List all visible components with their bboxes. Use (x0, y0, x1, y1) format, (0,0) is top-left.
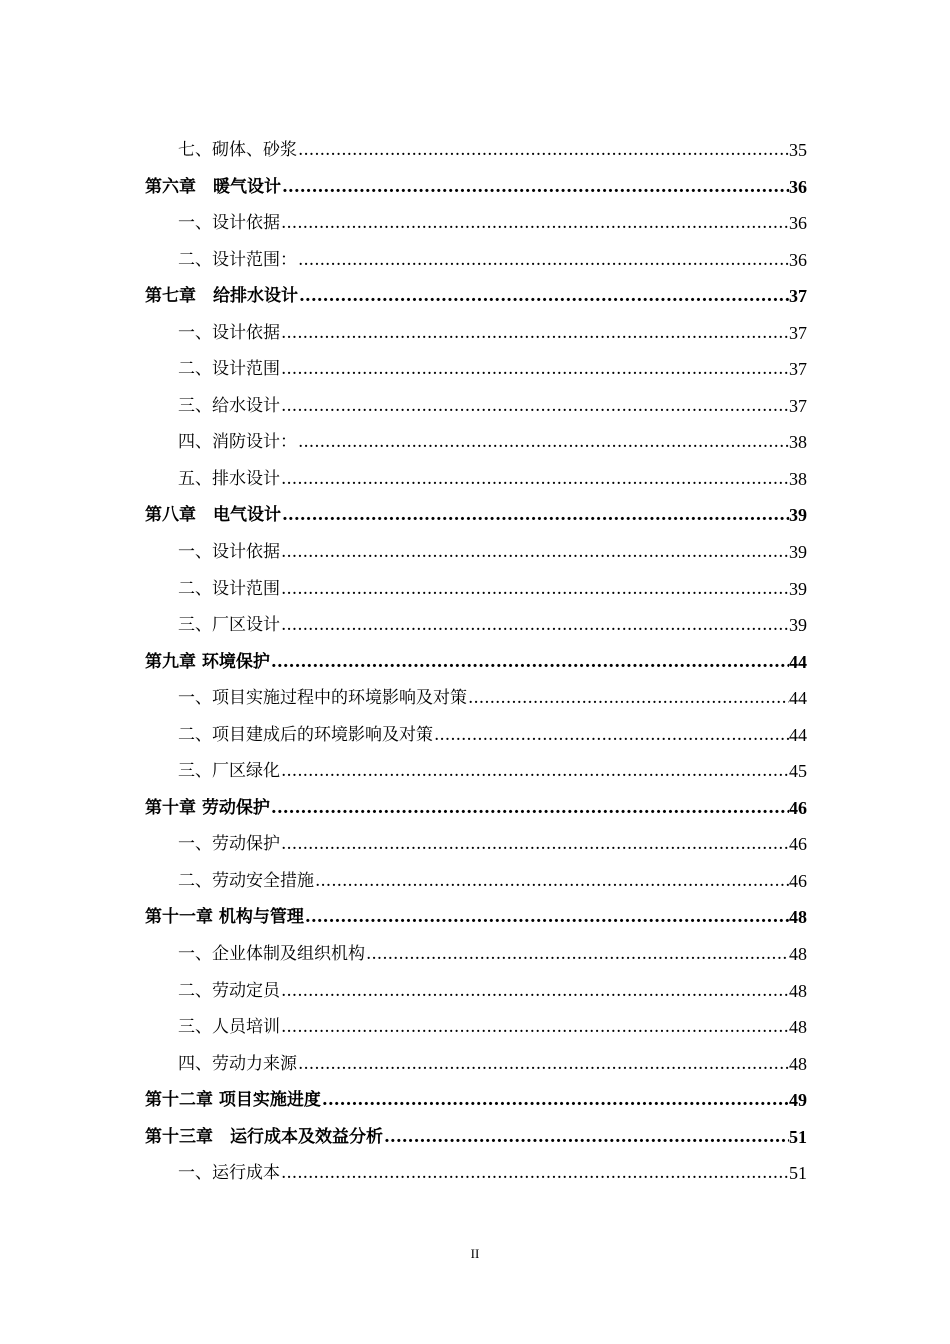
toc-section-entry[interactable] (145, 351, 807, 388)
toc-section-entry[interactable] (145, 132, 807, 169)
toc-entry-page-number: 39 (789, 505, 807, 526)
toc-section-entry[interactable] (145, 826, 807, 863)
toc-dot-leader (270, 644, 789, 681)
toc-dot-leader (297, 424, 789, 461)
toc-entry-page-number: 46 (789, 797, 807, 818)
toc-entry-title: 第六章 暖气设计 (145, 176, 281, 197)
toc-entry-page-number: 46 (789, 834, 807, 855)
toc-entry-page-number: 48 (789, 980, 807, 1001)
toc-entry-title: 二、设计范围： (178, 249, 297, 270)
toc-chapter-entry[interactable] (145, 278, 807, 315)
toc-dot-leader (297, 132, 789, 169)
toc-chapter-entry[interactable] (145, 644, 807, 681)
toc-entry-page-number: 51 (789, 1126, 807, 1147)
toc-chapter-entry[interactable] (145, 497, 807, 534)
toc-dot-leader (365, 936, 789, 973)
toc-entry-title: 第十二章 项目实施进度 (145, 1090, 321, 1111)
toc-chapter-entry[interactable] (145, 1082, 807, 1119)
toc-chapter-entry[interactable] (145, 899, 807, 936)
toc-entry-page-number: 48 (789, 1053, 807, 1074)
toc-entry-title: 第八章 电气设计 (145, 505, 281, 526)
toc-dot-leader (280, 315, 789, 352)
toc-dot-leader (433, 717, 789, 754)
toc-entry-title: 一、设计依据 (178, 542, 280, 563)
toc-entry-title: 第十章 劳动保护 (145, 797, 270, 818)
toc-entry-title: 一、设计依据 (178, 213, 280, 234)
toc-section-entry[interactable] (145, 717, 807, 754)
toc-section-entry[interactable] (145, 1155, 807, 1192)
toc-entry-page-number: 35 (789, 140, 807, 160)
toc-dot-leader (304, 899, 789, 936)
toc-entry-page-number: 45 (789, 761, 807, 782)
toc-entry-title: 一、运行成本 (178, 1163, 280, 1184)
toc-entry-page-number: 48 (789, 907, 807, 928)
toc-entry-title: 一、企业体制及组织机构 (178, 944, 365, 965)
toc-dot-leader (321, 1082, 789, 1119)
toc-section-entry[interactable] (145, 242, 807, 279)
toc-section-entry[interactable] (145, 1046, 807, 1083)
toc-entry-title: 二、劳动定员 (178, 980, 280, 1001)
toc-entry-page-number: 39 (789, 615, 807, 636)
toc-dot-leader (280, 571, 789, 608)
toc-entry-page-number: 36 (789, 176, 807, 197)
toc-section-entry[interactable] (145, 753, 807, 790)
toc-entry-title: 第十三章 运行成本及效益分析 (145, 1126, 383, 1147)
toc-dot-leader (281, 497, 789, 534)
toc-section-entry[interactable] (145, 388, 807, 425)
toc-dot-leader (280, 973, 789, 1010)
toc-entry-page-number: 36 (789, 249, 807, 270)
toc-section-entry[interactable] (145, 1009, 807, 1046)
toc-section-entry[interactable] (145, 205, 807, 242)
toc-entry-title: 一、劳动保护 (178, 834, 280, 855)
toc-section-entry[interactable] (145, 571, 807, 608)
toc-dot-leader (280, 351, 789, 388)
toc-entry-page-number: 37 (789, 322, 807, 343)
toc-dot-leader (280, 1155, 789, 1192)
toc-entry-title: 第九章 环境保护 (145, 651, 270, 672)
toc-entry-title: 二、劳动安全措施 (178, 870, 314, 891)
toc-entry-title: 三、人员培训 (178, 1017, 280, 1038)
toc-entry-title: 二、设计范围 (178, 578, 280, 599)
toc-entry-page-number: 48 (789, 1017, 807, 1038)
toc-entry-title: 七、砌体、砂浆 (178, 140, 297, 160)
toc-dot-leader (281, 169, 789, 206)
toc-entry-page-number: 48 (789, 944, 807, 965)
toc-dot-leader (298, 278, 789, 315)
toc-section-entry[interactable] (145, 424, 807, 461)
toc-entry-title: 三、给水设计 (178, 395, 280, 416)
toc-dot-leader (467, 680, 789, 717)
toc-entry-title: 一、设计依据 (178, 322, 280, 343)
toc-dot-leader (297, 1046, 789, 1083)
toc-entry-page-number: 46 (789, 870, 807, 891)
toc-dot-leader (383, 1119, 789, 1156)
toc-entry-page-number: 37 (789, 395, 807, 416)
toc-dot-leader (280, 607, 789, 644)
toc-section-entry[interactable] (145, 863, 807, 900)
toc-dot-leader (280, 753, 789, 790)
toc-section-entry[interactable] (145, 607, 807, 644)
toc-dot-leader (280, 205, 789, 242)
toc-entry-title: 二、设计范围 (178, 359, 280, 380)
toc-dot-leader (280, 1009, 789, 1046)
toc-entry-title: 五、排水设计 (178, 468, 280, 489)
toc-entry-title: 四、劳动力来源 (178, 1053, 297, 1074)
toc-dot-leader (270, 790, 789, 827)
toc-entry-page-number: 36 (789, 213, 807, 234)
toc-entry-title: 三、厂区绿化 (178, 761, 280, 782)
toc-dot-leader (314, 863, 789, 900)
toc-section-entry[interactable] (145, 534, 807, 571)
toc-entry-page-number: 39 (789, 542, 807, 563)
toc-chapter-entry[interactable] (145, 1119, 807, 1156)
toc-entry-page-number: 49 (789, 1090, 807, 1111)
toc-dot-leader (280, 461, 789, 498)
toc-entry-title: 第七章 给排水设计 (145, 286, 298, 307)
table-of-contents (145, 132, 807, 1192)
toc-entry-title: 一、项目实施过程中的环境影响及对策 (178, 688, 467, 709)
toc-entry-title: 第十一章 机构与管理 (145, 907, 304, 928)
toc-entry-title: 三、厂区设计 (178, 615, 280, 636)
toc-entry-title: 二、项目建成后的环境影响及对策 (178, 724, 433, 745)
toc-section-entry[interactable] (145, 680, 807, 717)
toc-entry-page-number: 38 (789, 432, 807, 453)
toc-entry-page-number: 44 (789, 688, 807, 709)
toc-entry-page-number: 44 (789, 724, 807, 745)
toc-dot-leader (280, 534, 789, 571)
toc-entry-page-number: 37 (789, 359, 807, 380)
toc-section-entry[interactable] (145, 936, 807, 973)
toc-section-entry[interactable] (145, 315, 807, 352)
toc-entry-title: 四、消防设计： (178, 432, 297, 453)
toc-section-entry[interactable] (145, 973, 807, 1010)
toc-dot-leader (297, 242, 789, 279)
toc-dot-leader (280, 826, 789, 863)
toc-entry-page-number: 44 (789, 651, 807, 672)
toc-chapter-entry[interactable] (145, 790, 807, 827)
toc-entry-page-number: 39 (789, 578, 807, 599)
toc-section-entry[interactable] (145, 461, 807, 498)
toc-entry-page-number: 51 (789, 1163, 807, 1184)
toc-entry-page-number: 38 (789, 468, 807, 489)
page-number-footer: II (470, 1246, 480, 1261)
toc-entry-page-number: 37 (789, 286, 807, 307)
toc-chapter-entry[interactable] (145, 169, 807, 206)
toc-dot-leader (280, 388, 789, 425)
